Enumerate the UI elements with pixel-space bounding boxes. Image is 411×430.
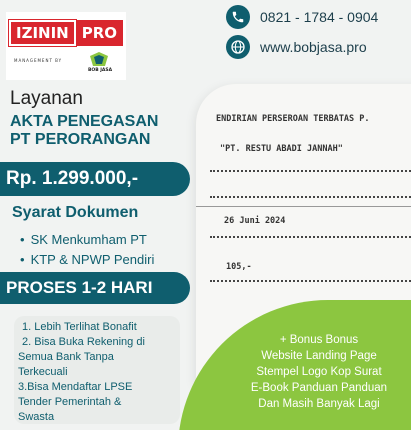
list-item: • KTP & NPWP Pendiri	[20, 252, 155, 267]
doc-company-line: "PT. RESTU ABADI JANNAH"	[220, 144, 343, 154]
bonus-line: Stempel Logo Kop Surat	[256, 366, 382, 378]
phone-contact[interactable]	[226, 5, 378, 29]
doc-heading-line: ENDIRIAN PERSEROAN TERBATAS P.	[216, 114, 370, 124]
bonus-line: Dan Masih Banyak Lagi	[258, 398, 380, 410]
doc-dotted-line	[210, 196, 411, 198]
benefits-list	[18, 320, 145, 425]
list-item: 2. Bisa Buka Rekening di	[22, 336, 145, 348]
price-badge	[0, 162, 190, 196]
logo-pro-text: PRO	[76, 20, 123, 46]
doc-dotted-line	[210, 236, 411, 238]
list-item: 1. Lebih Terlihat Bonafit	[22, 321, 137, 333]
logo-partner-text: BOB JASA	[88, 68, 113, 73]
service-heading: Layanan	[10, 88, 83, 109]
logo-management-text: MANAGEMENT BY	[14, 58, 63, 63]
list-item: Terkecuali	[18, 366, 68, 378]
globe-icon	[226, 35, 250, 59]
bonus-list	[234, 332, 404, 412]
bonus-line: Website Landing Page	[261, 350, 377, 362]
list-item: Tender Pemerintah &	[18, 396, 122, 408]
list-item: 3.Bisa Mendaftar LPSE	[18, 381, 133, 393]
logo-brand-text: IZININ	[9, 20, 76, 46]
phone-icon	[226, 5, 250, 29]
doc-dotted-line	[210, 170, 411, 172]
process-label: PROSES 1-2 HARI	[6, 278, 153, 297]
list-item: Semua Bank Tanpa	[18, 351, 114, 363]
doc-rule-line	[196, 206, 411, 207]
bonus-line: + Bonus Bonus	[279, 334, 359, 346]
requirements-list	[20, 230, 154, 270]
process-badge	[0, 272, 190, 304]
phone-number: 0821 - 1784 - 0904	[260, 9, 379, 25]
website-contact[interactable]	[226, 35, 367, 59]
izinin-pro-logo	[6, 12, 126, 80]
bonus-line: E-Book Panduan Panduan	[250, 382, 388, 394]
doc-dotted-line	[210, 280, 411, 282]
service-title-line2: PT PERORANGAN	[10, 131, 151, 148]
doc-amount-line: 105,-	[226, 262, 252, 272]
bobjasa-shield-icon	[90, 52, 108, 66]
requirements-heading: Syarat Dokumen	[12, 204, 139, 221]
website-url: www.bobjasa.pro	[260, 39, 367, 55]
list-item: • SK Menkumham PT	[20, 232, 147, 247]
service-title-line1: AKTA PENEGASAN	[10, 113, 159, 130]
price-value: Rp. 1.299.000,-	[6, 168, 139, 189]
list-item: Swasta	[18, 411, 55, 423]
service-title	[10, 113, 158, 149]
doc-date-line: 26 Juni 2024	[224, 216, 286, 226]
